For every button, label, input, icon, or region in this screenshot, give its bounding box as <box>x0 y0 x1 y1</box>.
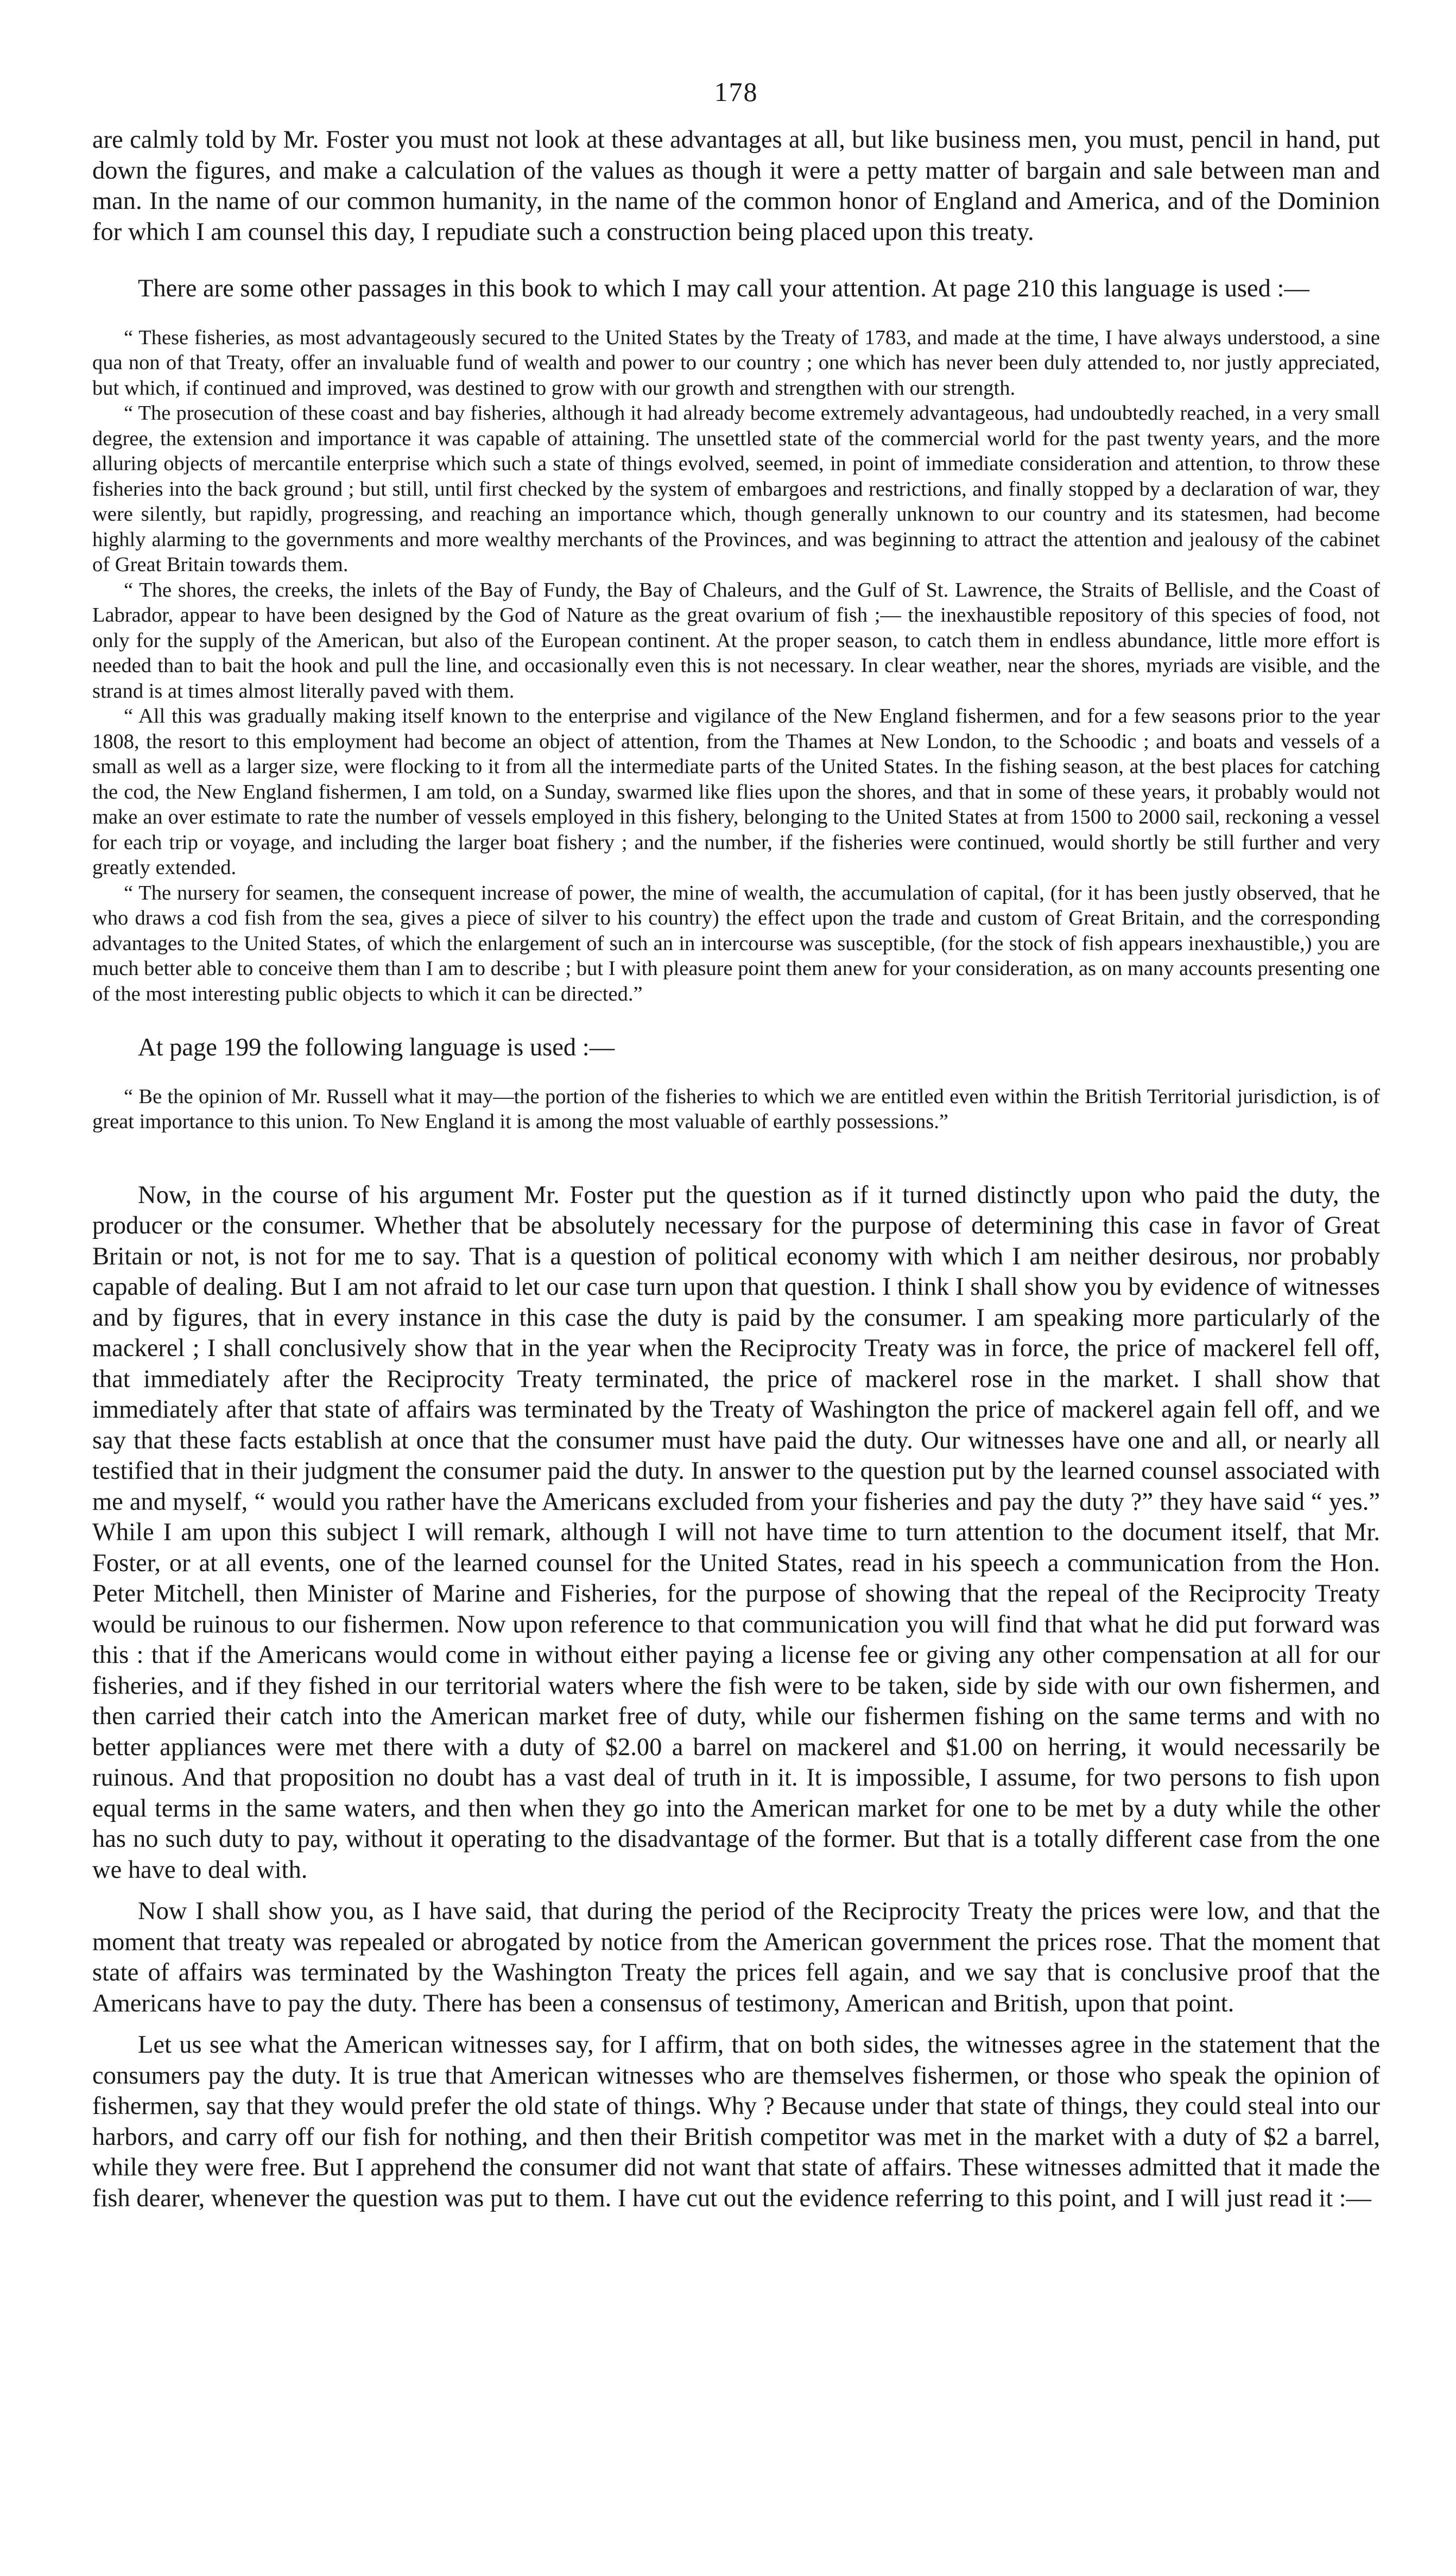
paragraph-6: Let us see what the American witnesses say, for I affirm, that on both sides, the witnesses agree in the statement that the consumers pay the duty. It is true that American witnesses who are themselves fishermen, or those who speak the opinion of fishermen, say that they would prefer the old state of things. Why ? Because under that state of things, they could steal into our harbors, and carry off our fish for nothing, and then their British competitor was met in the market with a duty of $2 a barrel, while they were free. But I apprehend the consumer did not want that state of affairs. These witnesses admitted that it made the fish dearer, whenever the question was put to them. I have cut out the evidence referring to this point, and I will just read it :— <box>92 2031 1380 2212</box>
paragraph-4: Now, in the course of his argument Mr. Foster put the question as if it turned distinctly upon who paid the duty, the producer or the consumer. Whether that be absolutely necessary for the purpose of determining this case in favor of Great Britain or not, is not for me to say. That is a question of political economy with which I am neither desirous, nor probably capable of dealing. But I am not afraid to let our case turn upon that question. I think I shall show you by evidence of witnesses and by figures, that in every instance in this case the duty is paid by the consumer. I am speaking more particularly of the mackerel ; I shall conclusively show that in the year when the Reciprocity Treaty was in force, the price of mackerel fell off, that immediately after the Reciprocity Treaty terminated, the price of mackerel rose in the market. I shall show that immediately after that state of affairs was terminated by the Treaty of Washington the price of mackerel again fell off, and we say that these facts establish at once that the consumer must have paid the duty. Our witnesses have one and all, or nearly all testified that in their judgment the consumer paid the duty. In answer to the question put by the learned counsel associated with me and myself, “ would you rather have the Americans excluded from your fisheries and pay the duty ?” they have said “ yes.” While I am upon this subject I will remark, although I will not have time to turn attention to the document itself, that Mr. Foster, or at all events, one of the learned counsel for the United States, read in his speech a communication from the Hon. Peter Mitchell, then Minister of Marine and Fisheries, for the purpose of showing that the repeal of the Reciprocity Treaty would be ruinous to our fishermen. Now upon reference to that communication you will find that what he did put forward was this : that if the Americans would come in without either paying a license fee or giving any other compensation at all for our fisheries, and if they fished in our territorial waters where the fish were to be taken, side by side with our own fishermen, and then carried their catch into the American market free of duty, while our fishermen fishing on the same terms and with no better appliances were met there with a duty of $2.00 a barrel on mackerel and $1.00 on herring, it would necessarily be ruinous. And that proposition no doubt has a vast deal of truth in it. It is impossible, I assume, for two persons to fish upon equal terms in the same waters, and then when they go into the American market for one to be met by a duty while the other has no such duty to pay, without it operating to the disadvantage of the former. But that is a totally different case from the one we have to deal with. <box>92 1181 1380 1884</box>
paragraph-2: There are some other passages in this book to which I may call your attention. At page 210 this language is used :— <box>138 275 1309 302</box>
paragraph-1: are calmly told by Mr. Foster you must not look at these advantages at all, but like business men, you must, pencil in hand, put down the figures, and make a calculation of the values as though it were a petty matter of bargain and sale between man and man. In the name of our common humanity, in the name of the common honor of England and America, and of the Dominion for which I am counsel this day, I repudiate such a construction being placed upon this treaty. <box>92 126 1380 246</box>
quote-paragraph-6: “ Be the opinion of Mr. Russell what it may—the portion of the fisheries to which we are entitled even within the British Territorial jurisdiction, is of great importance to this union. To New England it is among the most valuable of earthly possessions.” <box>92 1085 1380 1133</box>
paragraph-5: Now I shall show you, as I have said, that during the period of the Reciprocity Treaty the prices were low, and that the moment that treaty was repealed or abrogated by notice from the American government the prices rose. That the moment that state of affairs was terminated by the Washington Treaty the prices fell again, and we say that is conclusive proof that the Americans have to pay the duty. There has been a consensus of testimony, American and British, upon that point. <box>92 1897 1380 2017</box>
quote-paragraph-5: “ The nursery for seamen, the consequent increase of power, the mine of wealth, the accumulation of capital, (for it has been justly observed, that he who draws a cod fish from the sea, gives a piece of silver to his country) the effect upon the trade and custom of Great Britain, and the corresponding advantages to the United States, of which the enlargement of such an in intercourse was susceptible, (for the stock of fish appears inexhaustible,) you are much better able to conceive them than I am to describe ; but I with pleasure point them anew for your consideration, as on many accounts presenting one of the most interesting public objects to which it can be directed.” <box>92 881 1380 1005</box>
quote-paragraph-4: “ All this was gradually making itself known to the enterprise and vigilance of the New England fishermen, and for a few seasons prior to the year 1808, the resort to this employment had become an object of attention, from the Thames at New London, to the Schoodic ; and boats and vessels of a small as well as a larger size, were flocking to it from all the intermediate parts of the United States. In the fishing season, at the best places for catching the cod, the New England fishermen, I am told, on a Sunday, swarmed like flies upon the shores, and that in some of these years, it probably would not make an over estimate to rate the number of vessels employed in this fishery, belonging to the United States at from 1500 to 2000 sail, reckoning a vessel for each trip or voyage, and including the larger boat fishery ; and the number, if the fisheries were continued, would shortly be still further and very greatly extended. <box>92 705 1380 879</box>
page-number: 178 <box>714 77 758 107</box>
quotation-page-199 <box>92 1084 1380 1135</box>
quote-paragraph-3: “ The shores, the creeks, the inlets of the Bay of Fundy, the Bay of Chaleurs, and the Gulf of St. Lawrence, the Straits of Bellisle, and the Coast of Labrador, appear to have been designed by the God of Nature as the great ovarium of fish ;— the inexhaustible repository of this species of food, not only for the supply of the American, but also of the European continent. At the proper season, to catch them in endless abundance, little more effort is needed than to bait the hook and pull the line, and occasionally even this is not necessary. In clear weather, near the shores, myriads are visible, and the strand is at times almost literally paved with them. <box>92 578 1380 702</box>
quote-paragraph-2: “ The prosecution of these coast and bay fisheries, although it had already become extremely advantageous, had undoubtedly reached, in a very small degree, the extension and importance it was capable of attaining. The unsettled state of the commercial world for the past twenty years, and the more alluring objects of mercantile enterprise which such a state of things evolved, seemed, in point of immediate consideration and attention, to throw these fisheries into the back ground ; but still, until first checked by the system of embargoes and restrictions, and finally stopped by a declaration of war, they were silently, but rapidly, progressing, and reaching an importance which, though generally unknown to our country and its statesmen, had become highly alarming to the governments and more wealthy merchants of the Provinces, and was beginning to attract the attention and jealousy of the cabinet of Great Britain towards them. <box>92 402 1380 576</box>
quotation-page-210 <box>92 325 1380 1007</box>
paragraph-3: At page 199 the following language is used :— <box>138 1034 615 1061</box>
quote-paragraph-1: “ These fisheries, as most advantageously secured to the United States by the Treaty of 1783, and made at the time, I have always understood, a sine qua non of that Treaty, offer an invaluable fund of wealth and power to our country ; one which has never been duly attended to, nor justly appreciated, but which, if continued and improved, was destined to grow with our growth and strengthen with our strength. <box>92 326 1380 400</box>
